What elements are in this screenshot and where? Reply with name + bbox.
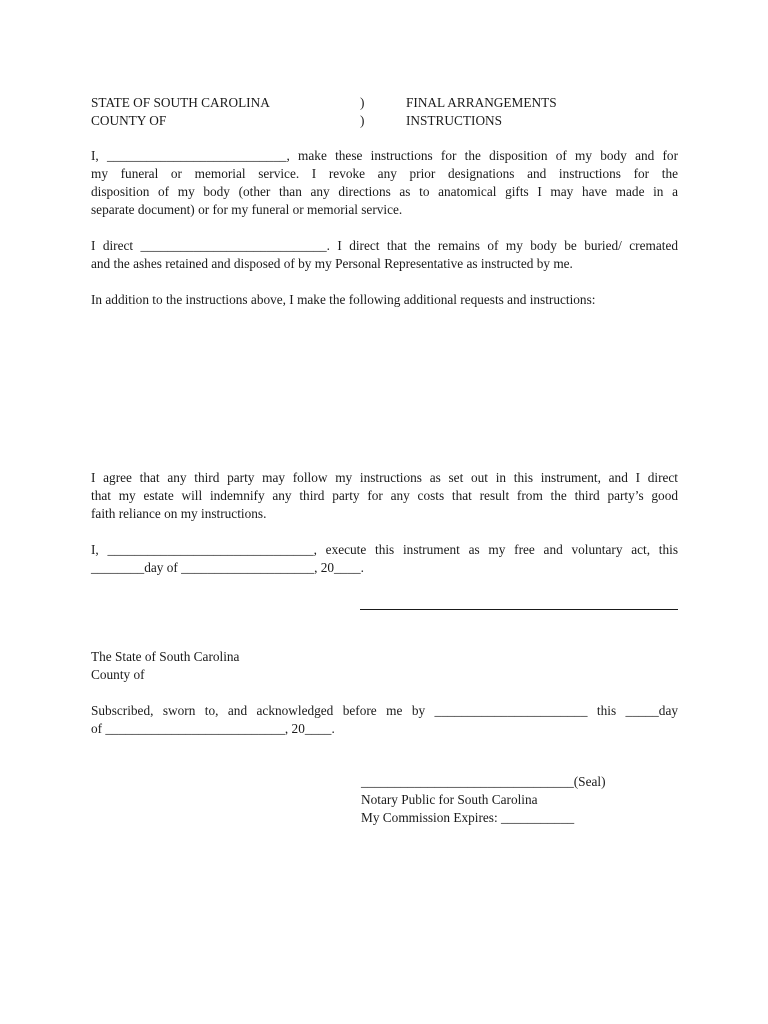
paragraph-line: I direct ____________________________. I direct that the remains of my body be buried/ cremated [91, 238, 678, 253]
notary-county: County of [91, 667, 145, 682]
header-title-line2: INSTRUCTIONS [406, 113, 503, 128]
paragraph-line: separate document) or for my funeral or memorial service. [91, 202, 403, 217]
paragraph-line: In addition to the instructions above, I make the following additional requests and instructions: [91, 292, 596, 307]
header-title-line1: FINAL ARRANGEMENTS [406, 95, 557, 110]
signature-line [360, 609, 678, 610]
third-party-paragraph [91, 469, 678, 523]
paragraph-line: of ___________________________, 20____. [91, 721, 335, 736]
paragraph-line: I agree that any third party may follow my instructions as set out in this instrument, and I direct [91, 470, 678, 485]
paragraph-line: disposition of my body (other than any directions as to anatomical gifts I may have made in a [91, 184, 678, 199]
additional-requests-paragraph [91, 291, 678, 309]
disposition-paragraph [91, 147, 678, 219]
paragraph-line: and the ashes retained and disposed of by my Personal Representative as instructed by me. [91, 256, 573, 271]
execution-paragraph [91, 541, 678, 577]
direct-paragraph [91, 237, 678, 273]
notary-state: The State of South Carolina [91, 649, 240, 664]
paragraph-line: Subscribed, sworn to, and acknowledged before me by _______________________ this _____day [91, 703, 678, 718]
header-state: STATE OF SOUTH CAROLINA [91, 95, 270, 110]
notary-title: Notary Public for South Carolina [361, 792, 538, 807]
paragraph-line: I, _______________________________, execute this instrument as my free and voluntary act, this [91, 542, 678, 557]
paragraph-line: my funeral or memorial service. I revoke any prior designations and instructions for the [91, 166, 678, 181]
header-paren-1: ) [360, 95, 365, 110]
acknowledgment-paragraph [91, 702, 678, 738]
paragraph-line: faith reliance on my instructions. [91, 506, 267, 521]
paragraph-line: that my estate will indemnify any third party for any costs that result from the third party’s good [91, 488, 678, 503]
header-county: COUNTY OF [91, 113, 167, 128]
commission-expires: My Commission Expires: ___________ [361, 810, 575, 825]
paragraph-line: I, ___________________________, make these instructions for the disposition of my body and for [91, 148, 678, 163]
header-paren-2: ) [360, 113, 365, 128]
paragraph-line: ________day of ____________________, 20____. [91, 560, 364, 575]
seal-line: ________________________________(Seal) [361, 774, 606, 789]
